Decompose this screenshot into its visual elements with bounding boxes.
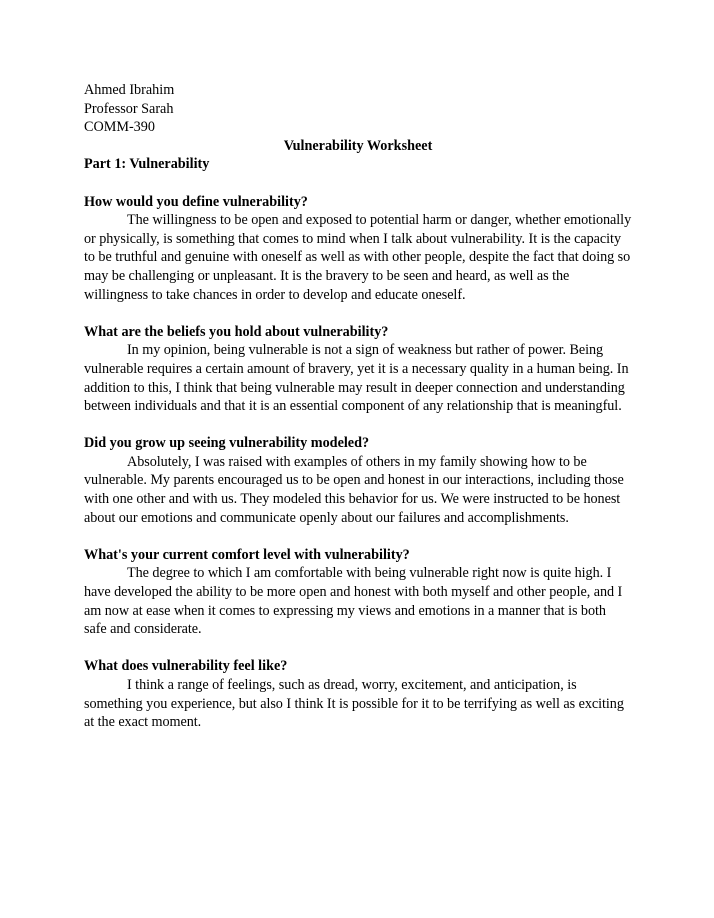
part-heading: Part 1: Vulnerability <box>84 156 210 173</box>
question-heading-1: How would you define vulnerability? <box>84 193 308 210</box>
question-heading-4: What's your current comfort level with vulnerability? <box>84 546 410 563</box>
author-name: Ahmed Ibrahim <box>84 82 175 98</box>
answer-paragraph-3: Absolutely, I was raised with examples of others in my family showing how to be vulnerable. My parents encouraged us to be open and honest in our interactions, including those with one other and with us. They modeled this behavior for us. We were instructed to be honest about our emotions and communicate openly about our failures and accomplishments. <box>84 453 624 526</box>
document-title: Vulnerability Worksheet <box>283 137 433 154</box>
spacer <box>84 527 632 546</box>
spacer <box>84 639 632 658</box>
answer-paragraph-5: I think a range of feelings, such as dread, worry, excitement, and anticipation, is something you experience, but also I think It is possible for it to be terrifying as well as exciting at the exact moment. <box>84 677 624 731</box>
answer-paragraph-1: The willingness to be open and exposed to potential harm or danger, whether emotionally or physically, is something that comes to mind when I talk about vulnerability. It is the capacity to be truthful and genuine with oneself as well as with other people, despite the fact that doing so may be challenging or unpleasant. It is the bravery to be seen and heard, as well as the willingness to take chances in order to develop and educate oneself. <box>84 212 632 303</box>
question-heading-2: What are the beliefs you hold about vulnerability? <box>84 323 389 340</box>
question-heading-3: Did you grow up seeing vulnerability modeled? <box>84 435 370 452</box>
spacer <box>84 304 632 323</box>
course-code: COMM-390 <box>84 119 155 136</box>
answer-paragraph-2: In my opinion, being vulnerable is not a sign of weakness but rather of power. Being vulnerable requires a certain amount of bravery, yet it is a necessary quality in a human being. In addition to this, I think that being vulnerable may result in deeper connection and understanding between individuals and that it is an essential component of any relationship that is meaningful. <box>84 342 629 415</box>
document-page <box>84 81 632 732</box>
answer-paragraph-4: The degree to which I am comfortable with being vulnerable right now is quite high. I have developed the ability to be more open and honest with both myself and other people, and I am now at ease when it comes to expressing my views and emotions in a manner that is both safe and considerate. <box>84 565 623 638</box>
spacer <box>84 416 632 435</box>
question-heading-5: What does vulnerability feel like? <box>84 658 288 675</box>
spacer <box>84 174 632 193</box>
instructor-name: Professor Sarah <box>84 100 174 117</box>
